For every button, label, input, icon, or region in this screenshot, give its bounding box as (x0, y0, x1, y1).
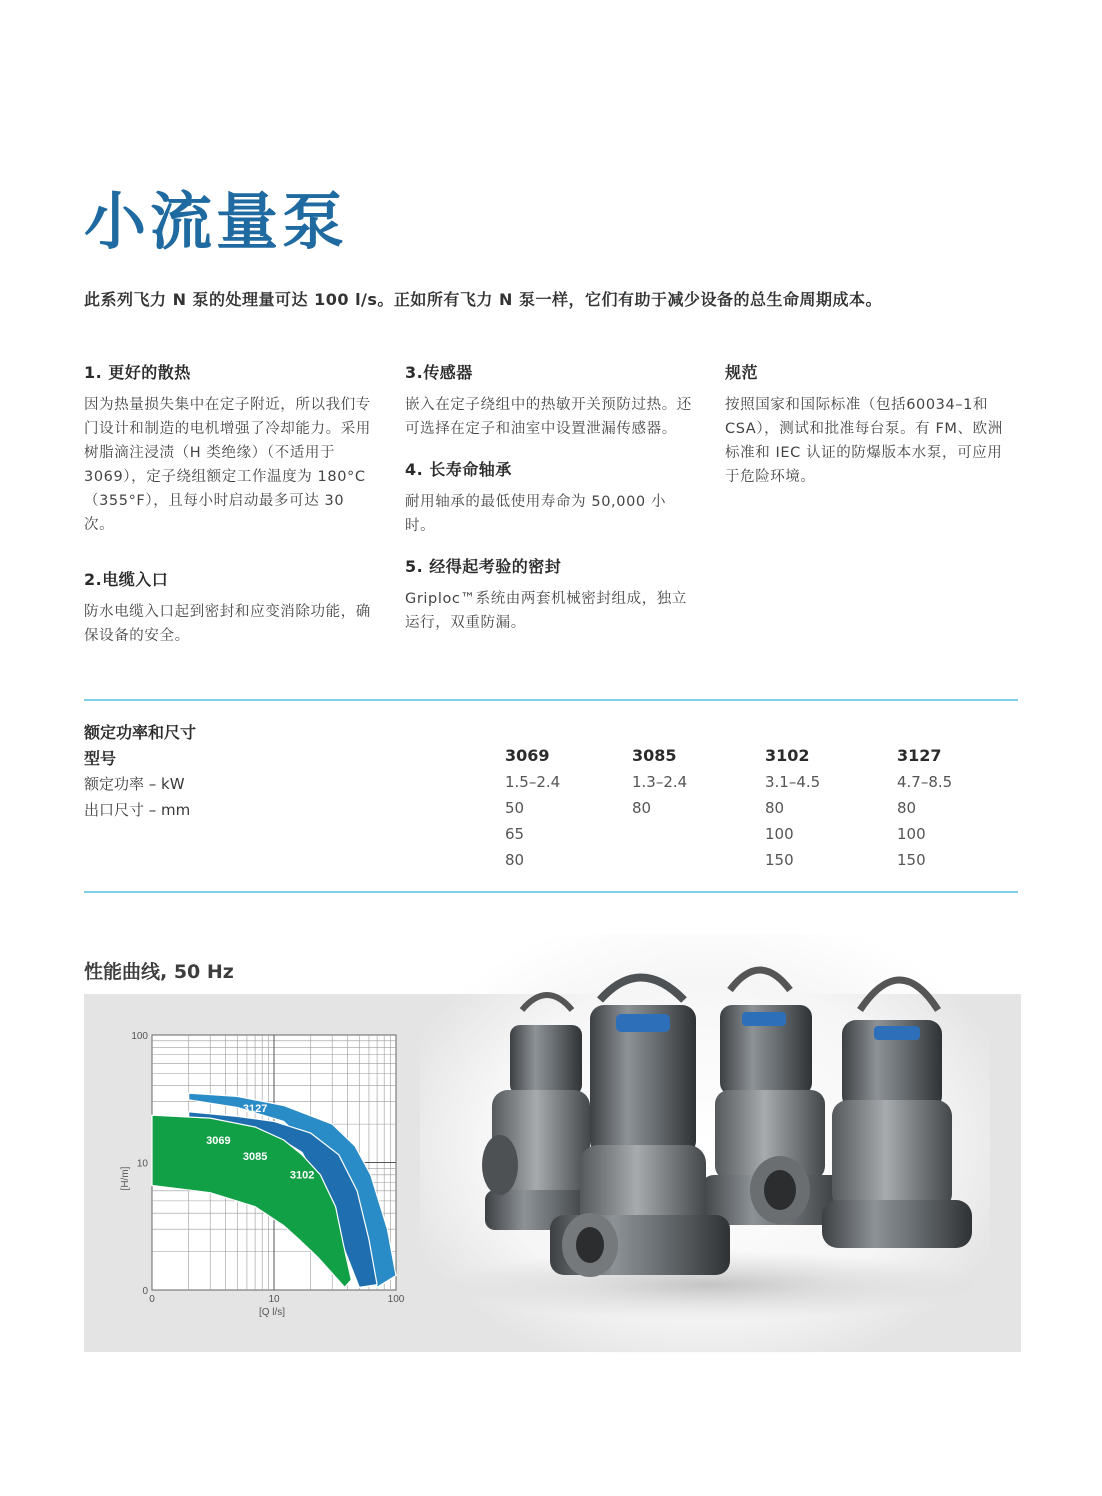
page-title: 小流量泵 (84, 185, 349, 258)
model-label: 型号 (84, 749, 117, 768)
feature-heading: 1. 更好的散热 (84, 363, 191, 382)
spec-table-caption-row (84, 720, 1018, 746)
feature-cooling (84, 360, 374, 537)
pump-3127 (822, 980, 972, 1248)
feature-standards (725, 360, 1015, 489)
performance-chart (100, 1010, 410, 1326)
region-label-3069: 3069 (206, 1134, 231, 1147)
table-row (84, 799, 1018, 825)
table-cell: 100 (765, 825, 794, 843)
pump-3102 (700, 970, 850, 1225)
feature-column-1 (84, 360, 374, 664)
feature-body: 防水电缆入口起到密封和应变消除功能，确保设备的安全。 (84, 604, 371, 644)
x-tick-label: 100 (387, 1294, 405, 1305)
row-label: 出口尺寸 – mm (84, 801, 191, 819)
intro-text: 此系列飞力 N 泵的处理量可达 100 l/s。正如所有飞力 N 泵一样，它们有助于减少设备的总生命周期成本。 (84, 290, 882, 309)
feature-heading: 规范 (725, 363, 759, 382)
model-3069: 3069 (505, 746, 550, 765)
x-tick-label: 0 (149, 1294, 155, 1305)
feature-column-3 (725, 360, 1015, 505)
table-row (84, 773, 1018, 799)
model-3127: 3127 (897, 746, 942, 765)
feature-cable-entry (84, 567, 374, 648)
spec-table-header-row (84, 746, 1018, 772)
row-label: 额定功率 – kW (84, 775, 185, 793)
table-cell: 4.7–8.5 (897, 773, 953, 791)
feature-heading: 3.传感器 (405, 363, 473, 382)
feature-heading: 4. 长寿命轴承 (405, 460, 512, 479)
table-cell: 3.1–4.5 (765, 773, 821, 791)
table-cell: 150 (897, 851, 926, 869)
feature-sensors (405, 360, 695, 441)
feature-heading: 2.电缆入口 (84, 570, 169, 589)
pump-3069 (482, 995, 597, 1230)
table-cell: 80 (897, 799, 917, 817)
y-tick-label: 0 (142, 1286, 148, 1297)
feature-body: 因为热量损失集中在定子附近，所以我们专门设计和制造的电机增强了冷却能力。采用树脂滴注浸渍（H 类绝缘）（不适用于 3069），定子绕组额定工作温度为 180°C（355°F），且每小时启动最多可达 30 次。 (84, 397, 371, 533)
y-axis-label: [H/m] (120, 1166, 131, 1191)
y-tick-label: 100 (131, 1031, 148, 1042)
table-top-rule (84, 699, 1018, 701)
feature-body: 按照国家和国际标准（包括60034–1和 CSA），测试和批准每台泵。有 FM、欧洲标准和 IEC 认证的防爆版本水泵，可应用于危险环境。 (725, 397, 1003, 485)
table-cell: 80 (505, 851, 525, 869)
performance-chart-svg (100, 1010, 410, 1326)
table-cell: 50 (505, 799, 525, 817)
model-3085: 3085 (632, 746, 677, 765)
spec-table-caption: 额定功率和尺寸 (84, 723, 197, 742)
feature-body: 耐用轴承的最低使用寿命为 50,000 小时。 (405, 494, 667, 534)
table-cell: 100 (897, 825, 926, 843)
table-cell: 80 (765, 799, 785, 817)
feature-seals (405, 554, 695, 635)
performance-title: 性能曲线, 50 Hz (84, 961, 234, 983)
table-cell: 150 (765, 851, 794, 869)
table-row (84, 851, 1018, 877)
region-label-3127: 3127 (242, 1102, 268, 1115)
y-tick-label: 10 (136, 1158, 148, 1170)
model-3102: 3102 (765, 746, 810, 765)
x-tick-label: 10 (268, 1294, 280, 1305)
x-axis-label: [Q l/s] (258, 1307, 286, 1318)
pump-photo (430, 950, 990, 1340)
table-cell: 1.5–2.4 (505, 773, 561, 791)
feature-heading: 5. 经得起考验的密封 (405, 557, 562, 576)
feature-column-2 (405, 360, 695, 651)
table-cell: 65 (505, 825, 525, 843)
feature-body: 嵌入在定子绕组中的热敏开关预防过热。还可选择在定子和油室中设置泄漏传感器。 (405, 397, 692, 437)
region-label-3102: 3102 (289, 1169, 315, 1182)
feature-bearings (405, 457, 695, 538)
region-label-3085: 3085 (242, 1150, 268, 1163)
table-bottom-rule (84, 891, 1018, 893)
table-cell: 80 (632, 799, 652, 817)
table-cell: 1.3–2.4 (632, 773, 688, 791)
feature-body: Griploc™系统由两套机械密封组成，独立运行，双重防漏。 (405, 591, 688, 631)
table-row (84, 825, 1018, 851)
